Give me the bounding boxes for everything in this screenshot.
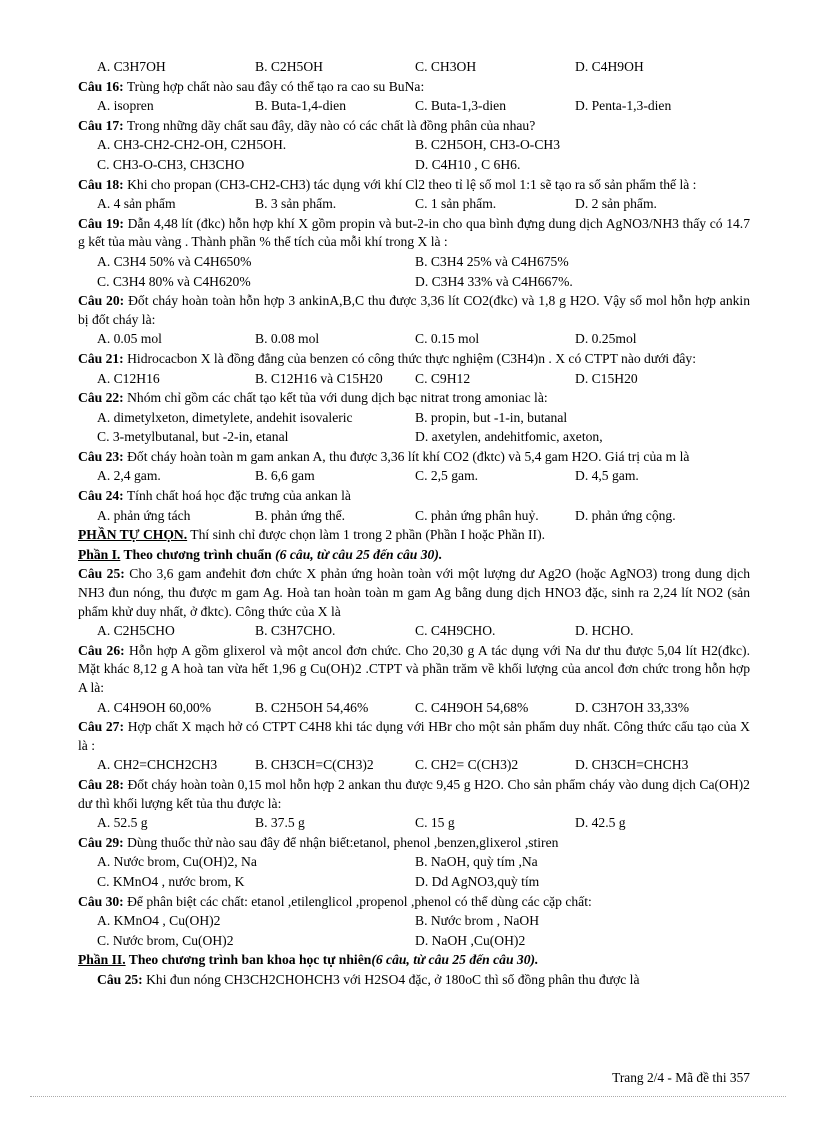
option: D. 42.5 g xyxy=(575,815,626,831)
option: A. C12H16 xyxy=(97,370,160,386)
option: C. KMnO4 , nước brom, K xyxy=(97,873,245,889)
option: B. CH3CH=C(CH3)2 xyxy=(255,757,374,773)
option: A. C3H7OH xyxy=(97,59,166,74)
option: B. C3H4 25% và C4H675% xyxy=(415,253,569,269)
q29-options-1 xyxy=(78,852,750,872)
option: B. C2H5OH, CH3-O-CH3 xyxy=(415,137,561,153)
q19-options-2 xyxy=(78,272,750,292)
option: B. 6,6 gam xyxy=(255,468,315,484)
option: D. axetylen, andehitfomic, axeton, xyxy=(415,429,603,445)
q28-options xyxy=(78,813,750,833)
option: D. 0.25mol xyxy=(575,331,637,347)
option: B. C2H5OH xyxy=(255,59,323,74)
option: A. phản ứng tách xyxy=(97,507,191,523)
option: B. Nước brom , NaOH xyxy=(415,913,540,929)
option: C. 3-metylbutanal, but -2-in, etanal xyxy=(97,429,289,445)
option: D. C4H10 , C 6H6. xyxy=(415,156,521,172)
option: C. CH2= C(CH3)2 xyxy=(415,757,519,773)
section-elective: PHẦN TỰ CHỌN. Thí sinh chỉ được chọn làm 1 trong 2 phần (Phần I hoặc Phần II). xyxy=(78,527,545,543)
option: C. 15 g xyxy=(415,815,455,831)
question-30: Câu 30: Để phân biệt các chất: etanol ,etilenglicol ,propenol ,phenol có thể dùng các cặp chất: xyxy=(78,893,592,909)
option: B. 0.08 mol xyxy=(255,331,320,347)
option: A. CH3-CH2-CH2-OH, C2H5OH. xyxy=(97,137,287,153)
q17-options-1 xyxy=(78,135,750,155)
option: B. Buta-1,4-dien xyxy=(255,98,346,114)
option: C. CH3-O-CH3, CH3CHO xyxy=(97,156,245,172)
q22-options-2 xyxy=(78,427,750,447)
question-21: Câu 21: Hidrocacbon X là đồng đẳng của benzen có công thức thực nghiệm (C3H4)n . X có CTPT nào dưới đây: xyxy=(78,350,696,366)
q30-options-2 xyxy=(78,931,750,951)
question-22: Câu 22: Nhóm chỉ gồm các chất tạo kết tủa với dung dịch bạc nitrat trong amoniac là: xyxy=(78,390,548,406)
question-18: Câu 18: Khi cho propan (CH3-CH2-CH3) tác dụng với khí Cl2 theo tỉ lệ số mol 1:1 sẽ tạo ra số sản phẩm thế là : xyxy=(78,176,697,192)
question-20: Câu 20: Đốt cháy hoàn toàn hỗn hợp 3 ankinA,B,C thu được 3,36 lít CO2(đkc) và 1,8 g H2O. Vậy số mol hỗn hợp ankin bị đốt cháy là: xyxy=(78,293,750,327)
question-19: Câu 19: Dẫn 4,48 lít (đkc) hỗn hợp khí X gồm propin và but-2-in cho qua bình đựng dung dịch AgNO3/NH3 thấy có 14.7 g kết tủa màu vàng . Thành phần % thể tích của mỗi khí trong X là : xyxy=(78,215,750,250)
question-23: Câu 23: Đốt cháy hoàn toàn m gam ankan A, thu được 3,36 lít khí CO2 (đktc) và 5,4 gam H2O. Giá trị của m là xyxy=(78,448,690,464)
question-29: Câu 29: Dùng thuốc thử nào sau đây để nhận biết:etanol, phenol ,benzen,glixerol ,stiren xyxy=(78,834,559,850)
option: A. C3H4 50% và C4H650% xyxy=(97,253,252,269)
question-16: Câu 16: Trùng hợp chất nào sau đây có thể tạo ra cao su BuNa: xyxy=(78,78,425,94)
option: D. Dd AgNO3,quỳ tím xyxy=(415,873,540,889)
q26-options xyxy=(78,698,750,718)
option: C. Nước brom, Cu(OH)2 xyxy=(97,932,234,948)
q30-options-1 xyxy=(78,911,750,931)
q20-options xyxy=(78,329,750,349)
option: D. HCHO. xyxy=(575,623,634,639)
option: B. C12H16 và C15H20 xyxy=(255,370,383,386)
option: A. isopren xyxy=(97,98,154,114)
option: D. phản ứng cộng. xyxy=(575,507,676,523)
page-border xyxy=(30,1096,786,1097)
question-24: Câu 24: Tính chất hoá học đặc trưng của ankan là xyxy=(78,488,351,504)
option: A. KMnO4 , Cu(OH)2 xyxy=(97,913,221,929)
section-part-2: Phần II. Theo chương trình ban khoa học tự nhiên(6 câu, từ câu 25 đến câu 30). xyxy=(78,952,539,968)
option: C. C3H4 80% và C4H620% xyxy=(97,273,251,289)
q21-options xyxy=(78,369,750,389)
option: C. 1 sản phẩm. xyxy=(415,196,497,212)
q15-options xyxy=(78,57,750,77)
option: B. phản ứng thế. xyxy=(255,507,346,523)
q27-options xyxy=(78,755,750,775)
question-25: Câu 25: Cho 3,6 gam anđehit đơn chức X phản ứng hoàn toàn với một lượng dư Ag2O (hoặc AgNO3) trong dung dịch NH3 đun nóng, thu được m gam Ag. Hoà tan hoàn toàn m gam Ag bằng dung dịch HNO3 đặc, sinh ra 2,24 lít NO2 (sản phẩm khử duy nhất, ở đktc). Công thức của X là xyxy=(78,566,750,619)
option: D. C3H4 33% và C4H667%. xyxy=(415,273,573,289)
exam-page xyxy=(78,57,750,990)
option: D. C3H7OH 33,33% xyxy=(575,699,690,715)
option: D. Penta-1,3-dien xyxy=(575,98,672,114)
option: C. 2,5 gam. xyxy=(415,468,479,484)
option: B. NaOH, quỳ tím ,Na xyxy=(415,854,538,870)
q23-options xyxy=(78,466,750,486)
question-17: Câu 17: Trong những dãy chất sau đây, dãy nào có các chất là đồng phân của nhau? xyxy=(78,117,536,133)
option: C. C4H9CHO. xyxy=(415,623,496,639)
q19-options-1 xyxy=(78,252,750,272)
option: B. 37.5 g xyxy=(255,815,305,831)
option: D. 4,5 gam. xyxy=(575,468,639,484)
option: D. NaOH ,Cu(OH)2 xyxy=(415,932,526,948)
question-26: Câu 26: Hỗn hợp A gồm glixerol và một ancol đơn chức. Cho 20,30 g A tác dụng với Na dư thu được 5,04 lít H2(đkc). Mặt khác 8,12 g A hoà tan vừa hết 1,96 g Cu(OH)2 .CTPT và phần trăm về khối lượng của ancol đơn chức trong hỗn hợp A là: xyxy=(78,642,750,695)
question-28: Câu 28: Đốt cháy hoàn toàn 0,15 mol hỗn hợp 2 ankan thu được 9,45 g H2O. Cho sản phẩm cháy vào dung dịch Ca(OH)2 dư thì khối lượng kết tủa thu được là: xyxy=(78,776,750,811)
option: C. 0.15 mol xyxy=(415,331,480,347)
option: C. phản ứng phân huỷ. xyxy=(415,507,539,523)
option: A. C4H9OH 60,00% xyxy=(97,699,212,715)
option: C. C9H12 xyxy=(415,370,471,386)
option: B. propin, but -1-in, butanal xyxy=(415,409,568,425)
option: C. C4H9OH 54,68% xyxy=(415,699,529,715)
option: B. 3 sản phẩm. xyxy=(255,196,337,212)
option: D. 2 sản phẩm. xyxy=(575,196,657,212)
option: A. dimetylxeton, dimetylete, andehit isovaleric xyxy=(97,409,353,425)
option: C. Buta-1,3-dien xyxy=(415,98,506,114)
option: A. 4 sản phẩm xyxy=(97,196,176,212)
q18-options xyxy=(78,194,750,214)
page-footer: Trang 2/4 - Mã đề thi 357 xyxy=(612,1070,750,1085)
option: D. C15H20 xyxy=(575,370,638,386)
option: D. CH3CH=CHCH3 xyxy=(575,757,689,773)
option: B. C3H7CHO. xyxy=(255,623,336,639)
option: D. C4H9OH xyxy=(575,59,644,74)
option: B. C2H5OH 54,46% xyxy=(255,699,369,715)
option: A. 2,4 gam. xyxy=(97,468,161,484)
question-27: Câu 27: Hợp chất X mạch hở có CTPT C4H8 khi tác dụng với HBr cho một sản phẩm duy nhất. Công thức cấu tạo của X là : xyxy=(78,719,750,753)
q24-options xyxy=(78,506,750,526)
option: A. CH2=CHCH2CH3 xyxy=(97,757,218,773)
question-25-part-2: Câu 25: Khi đun nóng CH3CH2CHOHCH3 với H2SO4 đặc, ở 180oC thì số đồng phân thu được là xyxy=(97,971,640,987)
option: A. C2H5CHO xyxy=(97,623,175,639)
option: A. Nước brom, Cu(OH)2, Na xyxy=(97,854,257,870)
q29-options-2 xyxy=(78,872,750,892)
option: C. CH3OH xyxy=(415,59,477,74)
q17-options-2 xyxy=(78,155,750,175)
option: A. 52.5 g xyxy=(97,815,148,831)
option: A. 0.05 mol xyxy=(97,331,162,347)
section-part-1: Phần I. Theo chương trình chuẩn (6 câu, từ câu 25 đến câu 30). xyxy=(78,546,443,562)
q22-options-1 xyxy=(78,408,750,428)
q16-options xyxy=(78,96,750,116)
q25-options xyxy=(78,621,750,641)
